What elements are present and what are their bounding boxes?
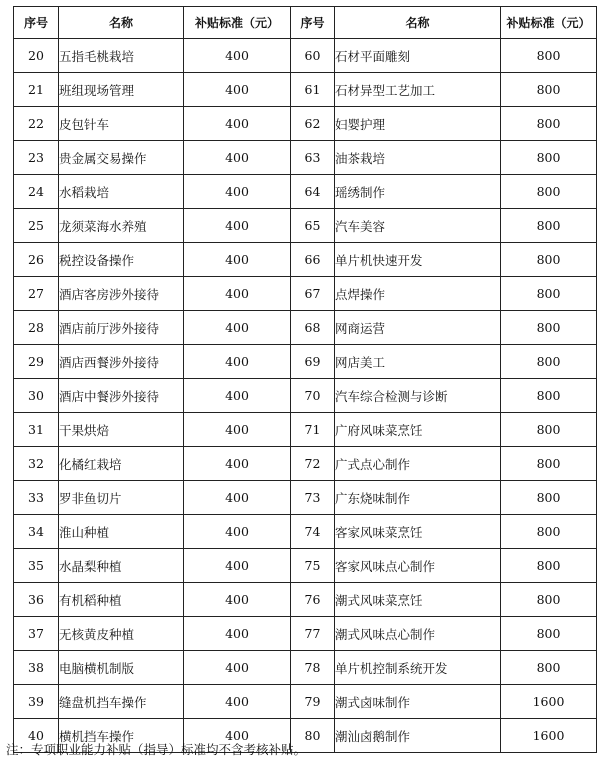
- seq-left-cell: 35: [14, 549, 59, 583]
- table-row: [14, 685, 597, 719]
- seq-left-cell: 38: [14, 651, 59, 685]
- subsidy-left-cell: 400: [184, 447, 291, 481]
- seq-right-cell: 63: [291, 141, 335, 175]
- name-left-cell: 税控设备操作: [59, 243, 184, 277]
- subsidy-left-cell: 400: [184, 685, 291, 719]
- name-right-cell: 汽车综合检测与诊断: [335, 379, 501, 413]
- subsidy-right-cell: 800: [501, 73, 597, 107]
- table-row: [14, 447, 597, 481]
- subsidy-left-cell: 400: [184, 243, 291, 277]
- header-name-left: 名称: [59, 7, 184, 39]
- footnote: 注：专项职业能力补贴（指导）标准均不含考核补贴。: [6, 742, 307, 757]
- subsidy-right-cell: 800: [501, 141, 597, 175]
- name-right-cell: 客家风味菜烹饪: [335, 515, 501, 549]
- name-left-cell: 酒店前厅涉外接待: [59, 311, 184, 345]
- name-right-cell: 潮汕卤鹅制作: [335, 719, 501, 753]
- subsidy-left-cell: 400: [184, 719, 291, 753]
- seq-left-cell: 37: [14, 617, 59, 651]
- name-left-cell: 五指毛桃栽培: [59, 39, 184, 73]
- table-row: [14, 413, 597, 447]
- subsidy-right-cell: 800: [501, 107, 597, 141]
- subsidy-left-cell: 400: [184, 583, 291, 617]
- subsidy-left-cell: 400: [184, 481, 291, 515]
- header-seq-left: 序号: [14, 7, 59, 39]
- subsidy-left-cell: 400: [184, 107, 291, 141]
- seq-right-cell: 70: [291, 379, 335, 413]
- seq-left-cell: 40: [14, 719, 59, 753]
- table-row: [14, 175, 597, 209]
- subsidy-right-cell: 800: [501, 243, 597, 277]
- seq-right-cell: 76: [291, 583, 335, 617]
- seq-right-cell: 66: [291, 243, 335, 277]
- name-left-cell: 龙须菜海水养殖: [59, 209, 184, 243]
- seq-left-cell: 36: [14, 583, 59, 617]
- subsidy-right-cell: 1600: [501, 719, 597, 753]
- table-row: [14, 243, 597, 277]
- subsidy-right-cell: 800: [501, 481, 597, 515]
- table-row: [14, 549, 597, 583]
- seq-right-cell: 79: [291, 685, 335, 719]
- name-left-cell: 水稻栽培: [59, 175, 184, 209]
- table-row: [14, 277, 597, 311]
- seq-right-cell: 72: [291, 447, 335, 481]
- subsidy-table: [13, 6, 597, 753]
- name-left-cell: 有机稻种植: [59, 583, 184, 617]
- header-name-right: 名称: [335, 7, 501, 39]
- subsidy-left-cell: 400: [184, 73, 291, 107]
- name-left-cell: 缝盘机挡车操作: [59, 685, 184, 719]
- seq-left-cell: 21: [14, 73, 59, 107]
- header-subsidy-left: 补贴标准（元）: [184, 7, 291, 39]
- table-row: [14, 141, 597, 175]
- subsidy-right-cell: 800: [501, 447, 597, 481]
- subsidy-left-cell: 400: [184, 549, 291, 583]
- seq-right-cell: 69: [291, 345, 335, 379]
- table-row: [14, 209, 597, 243]
- subsidy-right-cell: 800: [501, 549, 597, 583]
- table-row: [14, 481, 597, 515]
- name-left-cell: 贵金属交易操作: [59, 141, 184, 175]
- subsidy-right-cell: 800: [501, 209, 597, 243]
- seq-right-cell: 60: [291, 39, 335, 73]
- subsidy-right-cell: 800: [501, 379, 597, 413]
- seq-right-cell: 67: [291, 277, 335, 311]
- name-left-cell: 班组现场管理: [59, 73, 184, 107]
- seq-right-cell: 80: [291, 719, 335, 753]
- header-subsidy-right: 补贴标准（元）: [501, 7, 597, 39]
- name-left-cell: 淮山种植: [59, 515, 184, 549]
- seq-right-cell: 77: [291, 617, 335, 651]
- name-right-cell: 汽车美容: [335, 209, 501, 243]
- seq-right-cell: 75: [291, 549, 335, 583]
- subsidy-left-cell: 400: [184, 277, 291, 311]
- name-right-cell: 单片机快速开发: [335, 243, 501, 277]
- seq-left-cell: 23: [14, 141, 59, 175]
- subsidy-right-cell: 800: [501, 277, 597, 311]
- subsidy-right-cell: 800: [501, 39, 597, 73]
- table-row: [14, 617, 597, 651]
- table-row: [14, 345, 597, 379]
- name-left-cell: 化橘红栽培: [59, 447, 184, 481]
- subsidy-left-cell: 400: [184, 413, 291, 447]
- seq-right-cell: 62: [291, 107, 335, 141]
- subsidy-left-cell: 400: [184, 311, 291, 345]
- table-row: [14, 651, 597, 685]
- seq-right-cell: 74: [291, 515, 335, 549]
- subsidy-left-cell: 400: [184, 345, 291, 379]
- name-right-cell: 潮式卤味制作: [335, 685, 501, 719]
- name-left-cell: 横机挡车操作: [59, 719, 184, 753]
- subsidy-left-cell: 400: [184, 515, 291, 549]
- table-row: [14, 107, 597, 141]
- subsidy-left-cell: 400: [184, 617, 291, 651]
- table-body: [14, 39, 597, 753]
- header-seq-right: 序号: [291, 7, 335, 39]
- name-right-cell: 潮式风味菜烹饪: [335, 583, 501, 617]
- seq-left-cell: 25: [14, 209, 59, 243]
- name-right-cell: 网店美工: [335, 345, 501, 379]
- seq-right-cell: 64: [291, 175, 335, 209]
- name-left-cell: 罗非鱼切片: [59, 481, 184, 515]
- name-right-cell: 妇婴护理: [335, 107, 501, 141]
- subsidy-right-cell: 800: [501, 311, 597, 345]
- name-right-cell: 单片机控制系统开发: [335, 651, 501, 685]
- table-row: [14, 515, 597, 549]
- name-left-cell: 皮包针车: [59, 107, 184, 141]
- seq-left-cell: 22: [14, 107, 59, 141]
- table-header-row: [14, 7, 597, 39]
- subsidy-left-cell: 400: [184, 175, 291, 209]
- name-left-cell: 水晶梨种植: [59, 549, 184, 583]
- seq-right-cell: 73: [291, 481, 335, 515]
- subsidy-left-cell: 400: [184, 39, 291, 73]
- subsidy-right-cell: 800: [501, 413, 597, 447]
- table-row: [14, 73, 597, 107]
- name-left-cell: 酒店西餐涉外接待: [59, 345, 184, 379]
- table-row: [14, 583, 597, 617]
- seq-left-cell: 29: [14, 345, 59, 379]
- name-left-cell: 酒店客房涉外接待: [59, 277, 184, 311]
- seq-left-cell: 26: [14, 243, 59, 277]
- seq-right-cell: 61: [291, 73, 335, 107]
- seq-left-cell: 20: [14, 39, 59, 73]
- subsidy-right-cell: 800: [501, 651, 597, 685]
- name-right-cell: 石材平面雕刻: [335, 39, 501, 73]
- table-row: [14, 311, 597, 345]
- seq-right-cell: 78: [291, 651, 335, 685]
- subsidy-right-cell: 800: [501, 583, 597, 617]
- name-right-cell: 网商运营: [335, 311, 501, 345]
- seq-left-cell: 34: [14, 515, 59, 549]
- name-left-cell: 酒店中餐涉外接待: [59, 379, 184, 413]
- subsidy-left-cell: 400: [184, 379, 291, 413]
- name-right-cell: 潮式风味点心制作: [335, 617, 501, 651]
- table-row: [14, 379, 597, 413]
- name-right-cell: 广式点心制作: [335, 447, 501, 481]
- name-right-cell: 广东烧味制作: [335, 481, 501, 515]
- seq-left-cell: 31: [14, 413, 59, 447]
- name-left-cell: 电脑横机制版: [59, 651, 184, 685]
- subsidy-left-cell: 400: [184, 141, 291, 175]
- seq-left-cell: 24: [14, 175, 59, 209]
- seq-left-cell: 39: [14, 685, 59, 719]
- subsidy-right-cell: 800: [501, 175, 597, 209]
- subsidy-left-cell: 400: [184, 209, 291, 243]
- seq-right-cell: 68: [291, 311, 335, 345]
- subsidy-left-cell: 400: [184, 651, 291, 685]
- name-right-cell: 广府风味菜烹饪: [335, 413, 501, 447]
- seq-left-cell: 28: [14, 311, 59, 345]
- table-row: [14, 39, 597, 73]
- subsidy-right-cell: 800: [501, 345, 597, 379]
- seq-left-cell: 27: [14, 277, 59, 311]
- subsidy-right-cell: 800: [501, 515, 597, 549]
- name-left-cell: 无核黄皮种植: [59, 617, 184, 651]
- seq-right-cell: 65: [291, 209, 335, 243]
- subsidy-right-cell: 800: [501, 617, 597, 651]
- seq-right-cell: 71: [291, 413, 335, 447]
- name-right-cell: 石材异型工艺加工: [335, 73, 501, 107]
- subsidy-right-cell: 1600: [501, 685, 597, 719]
- seq-left-cell: 30: [14, 379, 59, 413]
- name-right-cell: 点焊操作: [335, 277, 501, 311]
- seq-left-cell: 33: [14, 481, 59, 515]
- seq-left-cell: 32: [14, 447, 59, 481]
- name-right-cell: 油茶栽培: [335, 141, 501, 175]
- name-left-cell: 干果烘焙: [59, 413, 184, 447]
- name-right-cell: 客家风味点心制作: [335, 549, 501, 583]
- name-right-cell: 瑶绣制作: [335, 175, 501, 209]
